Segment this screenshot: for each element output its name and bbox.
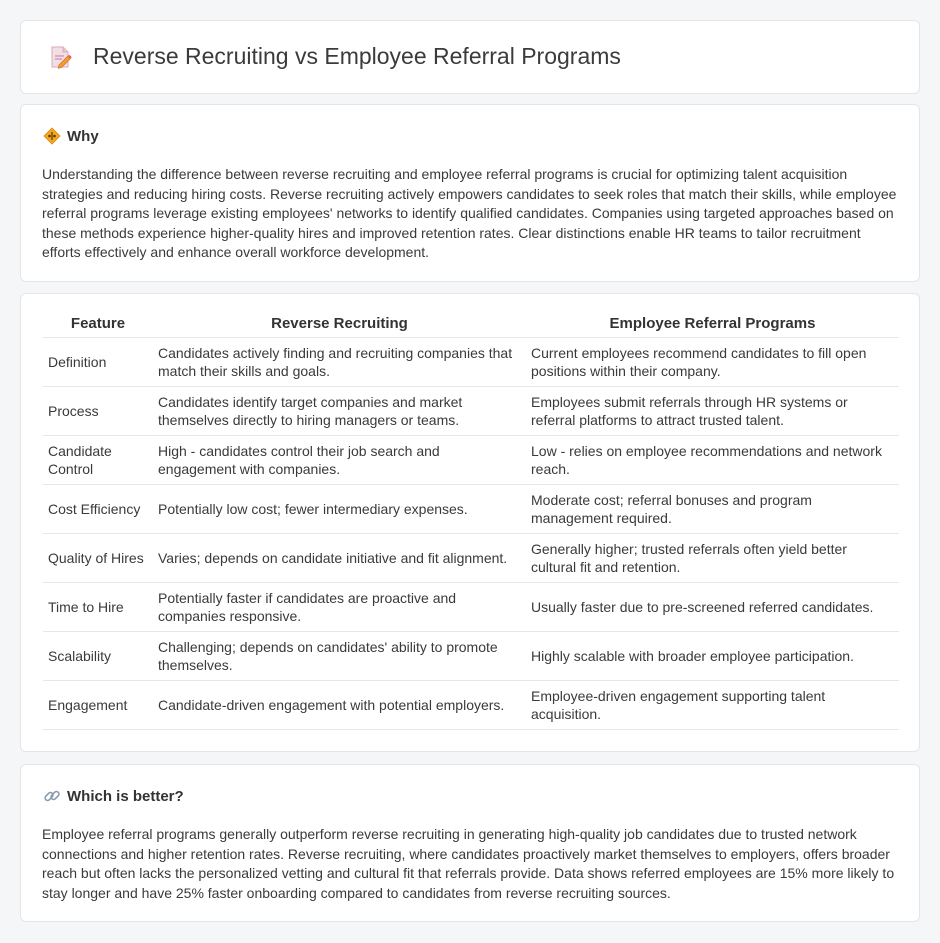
feature-cell: Scalability xyxy=(43,631,153,680)
employee-referral-cell: Generally higher; trusted referrals often yield better cultural fit and retention. xyxy=(526,533,899,582)
reverse-recruiting-cell: Potentially low cost; fewer intermediary expenses. xyxy=(153,484,526,533)
reverse-recruiting-cell: High - candidates control their job search and engagement with companies. xyxy=(153,435,526,484)
why-header xyxy=(43,127,99,145)
feature-cell: Candidate Control xyxy=(43,435,153,484)
header-reverse-recruiting: Reverse Recruiting xyxy=(271,315,408,332)
document-pencil-icon xyxy=(47,44,73,70)
header-feature: Feature xyxy=(70,315,126,332)
employee-referral-cell: Highly scalable with broader employee participation. xyxy=(526,631,899,680)
employee-referral-cell: Employees submit referrals through HR systems or referral platforms to attract trusted talent. xyxy=(526,386,899,435)
employee-referral-cell: Employee-driven engagement supporting talent acquisition. xyxy=(526,680,899,729)
feature-cell: Process xyxy=(43,386,153,435)
better-header xyxy=(43,787,184,805)
employee-referral-cell: Usually faster due to pre-screened referred candidates. xyxy=(526,582,899,631)
feature-cell: Quality of Hires xyxy=(43,533,153,582)
why-text: Understanding the difference between reverse recruiting and employee referral programs is crucial for optimizing talent acquisition strategies and reducing hiring costs. Reverse recruiting actively empowers candidates to seek roles that match their skills, while employee referral programs leverage existing employees' networks to identify qualified candidates. Companies using targeted approaches based on these methods experience higher-quality hires and improved retention rates. Clear distinctions enable HR teams to tailor recruitment efforts effectively and enhance overall workforce development. xyxy=(42,166,897,260)
better-title: Which is better? xyxy=(67,787,184,805)
table-row xyxy=(43,533,899,582)
why-title: Why xyxy=(67,127,99,145)
link-icon xyxy=(43,787,61,805)
title-row xyxy=(47,43,621,70)
title-card xyxy=(20,20,920,94)
comparison-card xyxy=(20,293,920,752)
reverse-recruiting-cell: Potentially faster if candidates are proactive and companies responsive. xyxy=(153,582,526,631)
page-title: Reverse Recruiting vs Employee Referral Programs xyxy=(93,43,621,69)
table-row xyxy=(43,582,899,631)
table-row xyxy=(43,680,899,729)
reverse-recruiting-cell: Candidates actively finding and recruiting companies that match their skills and goals. xyxy=(153,337,526,386)
table-row xyxy=(43,435,899,484)
reverse-recruiting-cell: Challenging; depends on candidates' ability to promote themselves. xyxy=(153,631,526,680)
reverse-recruiting-cell: Varies; depends on candidate initiative and fit alignment. xyxy=(153,533,526,582)
which-is-better-section xyxy=(20,764,920,922)
reverse-recruiting-cell: Candidates identify target companies and market themselves directly to hiring managers or teams. xyxy=(153,386,526,435)
employee-referral-cell: Moderate cost; referral bonuses and program management required. xyxy=(526,484,899,533)
employee-referral-cell: Low - relies on employee recommendations and network reach. xyxy=(526,435,899,484)
table-row xyxy=(43,386,899,435)
table-row xyxy=(43,484,899,533)
header-employee-referral: Employee Referral Programs xyxy=(609,315,816,332)
diamond-warning-icon xyxy=(43,127,61,145)
reverse-recruiting-cell: Candidate-driven engagement with potential employers. xyxy=(153,680,526,729)
table-header-row xyxy=(43,315,899,337)
better-text: Employee referral programs generally outperform reverse recruiting in generating high-quality job candidates due to trusted network connections and higher retention rates. Reverse recruiting, where candidates proactively market themselves to employers, offers broader reach but often lacks the personalized vetting and cultural fit that referrals provide. Data shows referred employees are 15% more likely to stay longer and have 25% faster onboarding compared to candidates from reverse recruiting sources. xyxy=(42,826,895,901)
feature-cell: Engagement xyxy=(43,680,153,729)
why-section xyxy=(20,104,920,282)
feature-cell: Definition xyxy=(43,337,153,386)
employee-referral-cell: Current employees recommend candidates to fill open positions within their company. xyxy=(526,337,899,386)
comparison-table xyxy=(43,315,899,730)
feature-cell: Time to Hire xyxy=(43,582,153,631)
feature-cell: Cost Efficiency xyxy=(43,484,153,533)
table-row xyxy=(43,337,899,386)
table-row xyxy=(43,631,899,680)
